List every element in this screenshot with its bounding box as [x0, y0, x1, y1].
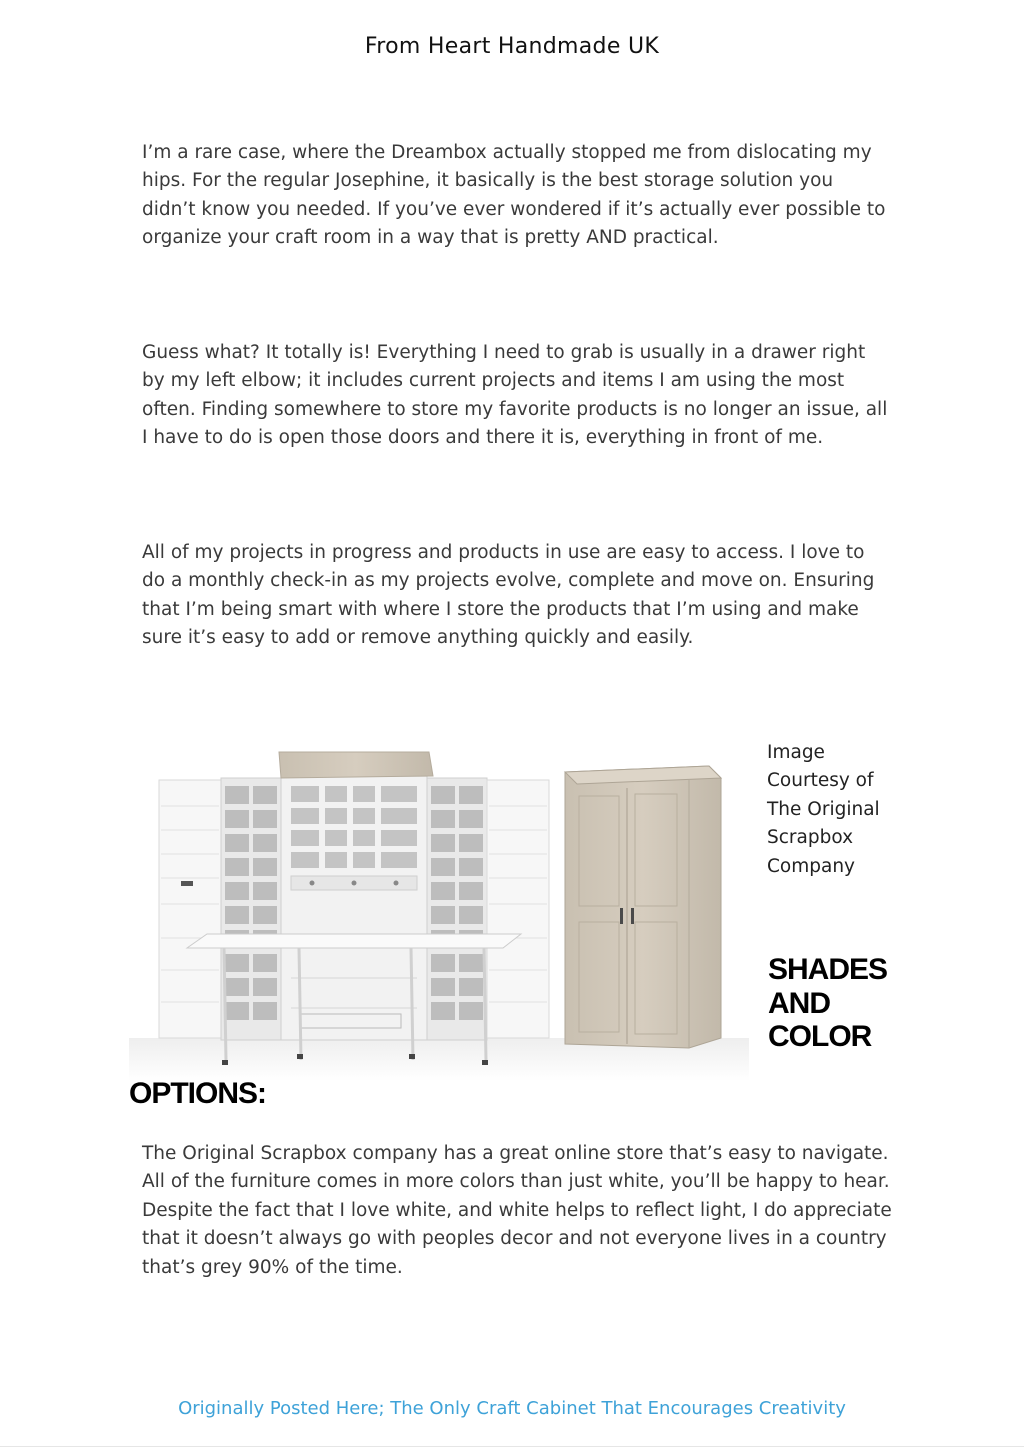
section-heading-shades: SHADES AND COLOR	[768, 953, 888, 1053]
image-caption: Image Courtesy of The Original Scrapbox Company	[767, 742, 880, 877]
dreambox-illustration	[129, 738, 749, 1081]
paragraph-drawers: Guess what? It totally is! Everything I need to grab is usually in a drawer right by my left elbow; it includes current projects and items I am using the most often. Finding somewhere to store my favorite products is no longer an issue, all I have to do is open those doors and there it is, everything in front of me.	[142, 342, 888, 449]
paragraph-projects: All of my projects in progress and products in use are easy to access. I love to do a monthly check-in as my projects evolve, complete and move on. Ensuring that I’m being smart with where I store the products that I’m using and make sure it’s easy to add or remove anything quickly and easily.	[142, 542, 875, 649]
page-divider	[0, 1446, 1024, 1447]
original-post-link[interactable]: Originally Posted Here; The Only Craft Cabinet That Encourages Creativity	[178, 1398, 846, 1419]
dreambox-product-image	[129, 738, 749, 1081]
paragraph-colors: The Original Scrapbox company has a great online store that’s easy to navigate. All of the furniture comes in more colors than just white, you’ll be happy to hear. Despite the fact that I love white, and white helps to reflect light, I do appreciate that it doesn’t always go with peoples decor and not everyone lives in a country that’s grey 90% of the time.	[142, 1143, 892, 1278]
section-heading-options: OPTIONS:	[129, 1077, 267, 1110]
paragraph-intro: I’m a rare case, where the Dreambox actually stopped me from dislocating my hips. For the regular Josephine, it basically is the best storage solution you didn’t know you needed. If you’ve ever wondered if it’s actually ever possible to organize your craft room in a way that is pretty AND practical.	[142, 142, 886, 249]
site-title: From Heart Handmade UK	[364, 34, 660, 59]
